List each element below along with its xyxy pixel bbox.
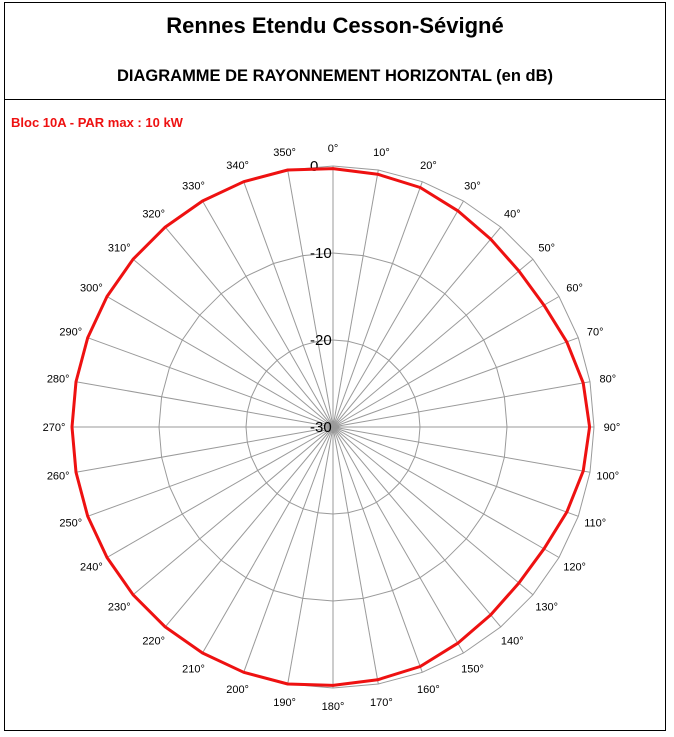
angle-tick-label: 40°	[503, 208, 521, 221]
grid-spoke	[333, 427, 501, 627]
angle-tick-label: 240°	[80, 561, 103, 574]
grid-spoke	[333, 338, 578, 427]
grid-spoke	[244, 427, 333, 672]
angle-tick-label: 220°	[142, 635, 166, 648]
chart-title: Rennes Etendu Cesson-Sévigné	[166, 13, 504, 38]
angle-tick-label: 350°	[273, 147, 296, 160]
angle-tick-label: 30°	[464, 180, 481, 193]
grid-spoke	[333, 427, 422, 672]
angle-tick-label: 300°	[80, 282, 103, 295]
grid-spoke	[333, 427, 533, 595]
grid-spoke	[333, 227, 501, 427]
angle-tick-label: 140°	[500, 635, 524, 648]
radial-tick-label: -20	[310, 332, 332, 349]
angle-tick-label: 160°	[417, 684, 440, 697]
radial-tick-label: -10	[310, 245, 332, 262]
series-label: Bloc 10A - PAR max : 10 kW	[11, 115, 183, 130]
angle-tick-label: 250°	[59, 517, 83, 530]
grid-spoke	[333, 182, 422, 427]
angle-tick-label: 20°	[420, 159, 437, 172]
angle-tick-label: 190°	[273, 696, 296, 709]
grid-spoke	[133, 427, 333, 595]
grid-spoke	[133, 259, 333, 427]
angle-tick-label: 340°	[226, 159, 249, 172]
angle-tick-label: 170°	[370, 696, 393, 709]
angle-tick-label: 110°	[584, 517, 607, 530]
radial-tick-label: 0	[310, 158, 319, 175]
angle-tick-label: 150°	[461, 663, 484, 676]
angle-tick-label: 130°	[535, 601, 559, 614]
radial-tick-label: -30	[310, 419, 332, 436]
angle-tick-label: 200°	[226, 684, 249, 697]
angle-tick-label: 290°	[59, 326, 83, 339]
grid-spoke	[165, 227, 333, 427]
grid-spoke	[244, 182, 333, 427]
grid-spoke	[333, 427, 578, 516]
angle-tick-label: 70°	[586, 326, 604, 339]
angle-tick-label: 100°	[596, 470, 620, 483]
angle-tick-label: 330°	[182, 180, 205, 193]
angle-tick-label: 60°	[566, 282, 583, 295]
angle-tick-label: 280°	[46, 373, 70, 386]
angle-tick-label: 270°	[42, 422, 66, 434]
angle-tick-label: 210°	[182, 663, 205, 676]
grid-spoke	[165, 427, 333, 627]
chart-subtitle: DIAGRAMME DE RAYONNEMENT HORIZONTAL (en dB)	[116, 67, 554, 85]
angle-tick-label: 120°	[563, 561, 586, 574]
grid-spoke	[333, 259, 533, 427]
angle-tick-label: 320°	[142, 208, 166, 221]
angle-tick-label: 50°	[538, 242, 556, 255]
angle-tick-label: 90°	[603, 422, 621, 434]
angle-tick-label: 80°	[599, 373, 617, 386]
grid-spoke	[88, 338, 333, 427]
grid-spoke	[88, 427, 333, 516]
angle-tick-label: 260°	[46, 470, 70, 483]
angle-tick-label: 10°	[373, 147, 390, 160]
angle-tick-label: 230°	[107, 601, 131, 614]
angle-tick-label: 180°	[321, 701, 345, 713]
angle-tick-label: 0°	[327, 143, 339, 155]
angle-tick-label: 310°	[107, 242, 131, 255]
